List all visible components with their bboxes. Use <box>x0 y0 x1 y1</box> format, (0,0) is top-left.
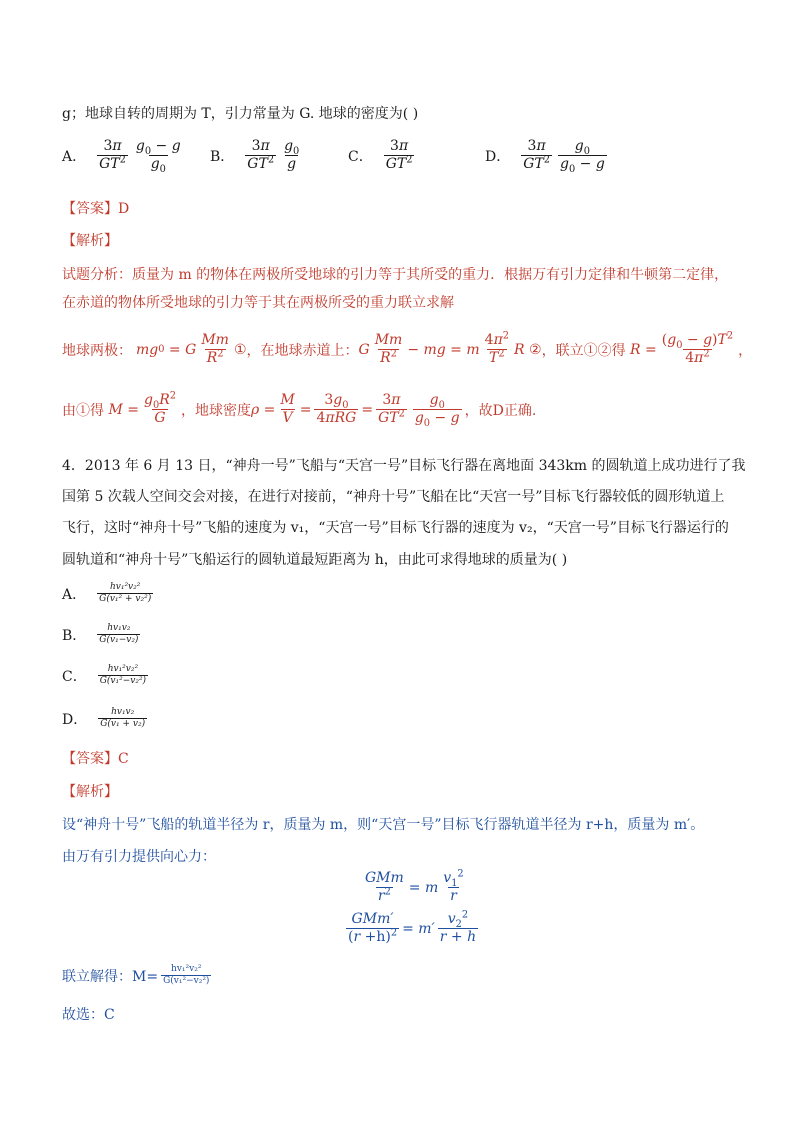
q4-analysis-title: 【解析】 <box>62 784 118 800</box>
conclusion: ，故D正确. <box>464 402 537 419</box>
q4-choice: 故选：C <box>62 1007 115 1023</box>
q3-option-a-label: A． <box>62 148 87 165</box>
q4-option-b: B． $\frac{\text{hv₁v₂}}{\text{G(v₁−v₂)}}$ <box>62 623 139 645</box>
q4-line4: 圆轨道和“神舟十号”飞船运行的圆轨道最短距离为 h，由此可求得地球的质量为( ) <box>62 552 568 568</box>
q3-option-c: C． $\frac{3\pi}{GT^2}$ <box>348 138 413 172</box>
density-label: ，地球密度 <box>180 402 251 419</box>
q3-analysis-line2: 在赤道的物体所受地球的引力等于其在两极所受的重力联立求解 <box>62 295 454 311</box>
q3-equation-row: 地球两极： mg 0 = G $\frac{Mm}{R^2}$ ① ，在地球赤道上： G $\frac{Mm}{R^2}$ − mg = m $\frac{4\pi^2}{T^2}$ R ② ，联立①②得 R = $\frac{(g_0 - g)T^2}{4\pi^2}$ ， <box>62 330 753 366</box>
q4-option-d: D． $\frac{\text{hv₁v₂}}{\text{G(v₁ + v₂)}}$ <box>62 707 146 729</box>
q4-combine: 联立解得：M= $\frac{\text{hv₁²v₂²}}{\text{G(v₁²−v₂²)}}$ <box>62 964 210 986</box>
q3-option-a: A． $\frac{3\pi}{GT^2}$ $\frac{g_0 - g}{g_0}$ <box>62 138 181 175</box>
q4-combine-label: 联立解得：M= <box>62 968 159 985</box>
q4-option-a-label: A． <box>62 586 87 603</box>
q4-option-d-label: D． <box>62 711 88 728</box>
q3-density-row: 由①得 M = $\frac{g_0R^2}{G}$ ，地球密度 ρ = $\frac{M}{V}$ = $\frac{3g_0}{\text{4πRG}}$ = $\frac{3\pi}{GT^2}$ $\frac{g_0}{g_0 - g}$ ，故D正确. <box>62 390 537 429</box>
q3-analysis-title: 【解析】 <box>62 233 118 249</box>
eq-mark-2: ② <box>529 341 542 358</box>
q3-option-c-label: C． <box>348 148 373 165</box>
q4-eq1: $\frac{\text{GMm}}{r^2}$ = m $\frac{v_1^2}{r}$ <box>365 868 464 904</box>
q4-option-c-label: C． <box>62 668 87 685</box>
q4-option-c: C． $\frac{\text{hv₁²v₂²}}{\text{G(v₁²−v₂²)}}$ <box>62 664 147 686</box>
combine-label: ，联立①②得 <box>541 342 626 359</box>
q3-answer: 【答案】D <box>62 201 130 217</box>
q3-option-b-label: B． <box>210 148 235 165</box>
q4-solution-line2: 由万有引力提供向心力： <box>62 849 216 865</box>
q4-solution-line1: 设“神舟十号”飞船的轨道半径为 r，质量为 m，则“天宫一号”目标飞行器轨道半径为 r+h，质量为 m′。 <box>62 817 705 833</box>
q3-analysis-line1: 试题分析：质量为 m 的物体在两极所受地球的引力等于其所受的重力．根据万有引力定律和牛顿第二定律， <box>62 267 729 283</box>
q4-line1: 4．2013 年 6 月 13 日，“神舟一号”飞船与“天宫一号”目标飞行器在离地面 343km 的圆轨道上成功进行了我 <box>62 458 746 474</box>
equator-label: ，在地球赤道上： <box>246 342 359 359</box>
q4-line2: 国第 5 次载人空间交会对接，在进行对接前，“神舟十号”飞船在比“天宫一号”目标飞行器较低的圆形轨道上 <box>62 489 725 505</box>
poles-label: 地球两极： <box>62 342 132 359</box>
q3-option-b: B． $\frac{3\pi}{GT^2}$ $\frac{g_0}{g}$ <box>210 138 300 172</box>
eq-mark-1: ① <box>233 341 247 358</box>
q3-option-d: D． $\frac{3\pi}{GT^2}$ $\frac{g_0}{g_0 - g}$ <box>485 138 605 175</box>
from1-label: 由①得 <box>62 402 104 419</box>
q4-eq2: $\frac{\text{GMm′}}{(r +h)^2}$ = m′ $\frac{v_2^2}{r + h}$ <box>348 909 477 945</box>
q4-answer: 【答案】C <box>62 751 129 767</box>
q4-option-a: A． $\frac{\text{hv₁²v₂²}}{\text{G(v₁² + v₂²)}}$ <box>62 582 152 604</box>
q4-line3: 飞行，这时“神舟十号”飞船的速度为 v₁，“天宫一号”目标飞行器的速度为 v₂，“天宫一号”目标飞行器运行的 <box>62 520 729 536</box>
q3-option-d-label: D． <box>485 148 511 165</box>
q3-stem: g；地球自转的周期为 T，引力常量为 G. 地球的密度为( ) <box>62 106 419 122</box>
q4-option-b-label: B． <box>62 627 87 644</box>
